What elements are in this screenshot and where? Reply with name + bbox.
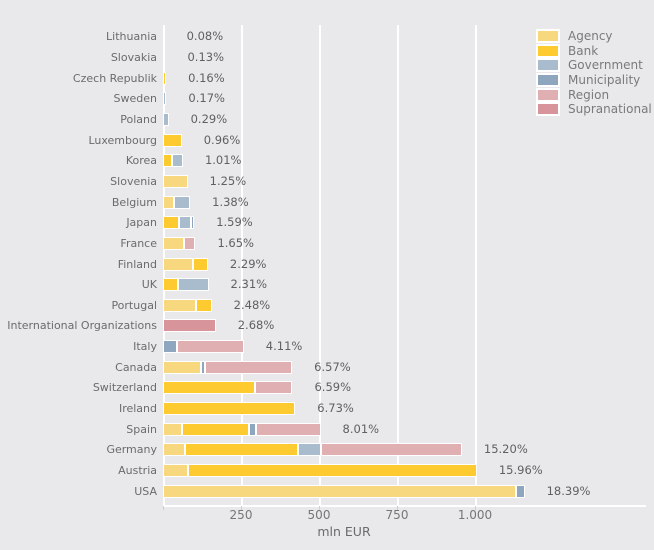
legend-label: Government: [568, 58, 643, 73]
bar: [163, 443, 462, 456]
x-tick-label: 1.000: [457, 508, 493, 522]
legend-swatch: [536, 29, 560, 43]
bar: [163, 299, 212, 312]
category-label: Finland: [117, 257, 157, 271]
bar-segment-municipality[interactable]: [516, 485, 524, 498]
bar: [163, 175, 188, 188]
bar-segment-bank[interactable]: [163, 216, 179, 229]
category-label: Spain: [126, 422, 157, 436]
percent-label: 0.29%: [190, 111, 228, 126]
tick-mark: [163, 506, 164, 510]
bar-segment-bank[interactable]: [185, 443, 298, 456]
bar: [163, 278, 209, 291]
percent-label: 0.08%: [186, 29, 224, 44]
bar-segment-agency[interactable]: [163, 299, 196, 312]
x-tick-label: 250: [229, 508, 253, 522]
category-label: Poland: [120, 112, 157, 126]
bar-segment-government[interactable]: [179, 216, 191, 229]
percent-label: 1.25%: [209, 173, 247, 188]
legend-swatch: [536, 102, 560, 116]
percent-label: 1.38%: [212, 194, 249, 209]
legend-label: Supranational: [568, 102, 652, 117]
category-label: Slovakia: [110, 50, 157, 64]
bar: [163, 237, 195, 250]
category-label: Lithuania: [106, 30, 157, 44]
bar-segment-government[interactable]: [163, 30, 165, 43]
percent-label: 2.48%: [233, 297, 271, 312]
x-tick-label: 750: [385, 508, 409, 522]
percent-label: 1.65%: [217, 235, 254, 250]
legend-label: Municipality: [568, 72, 641, 87]
bar-segment-agency[interactable]: [163, 237, 184, 250]
percent-label: 6.73%: [317, 401, 354, 416]
bar-segment-agency[interactable]: [163, 464, 188, 477]
bar-segment-bank[interactable]: [163, 134, 182, 147]
category-label: Italy: [133, 340, 157, 354]
percent-label: 4.11%: [265, 339, 303, 354]
legend-label: Bank: [568, 43, 599, 58]
bar-segment-bank[interactable]: [196, 299, 212, 312]
bar: [163, 196, 190, 209]
x-axis-title: mln EUR: [317, 524, 371, 539]
bar-segment-government[interactable]: [163, 51, 165, 64]
percent-label: 6.57%: [314, 359, 351, 374]
legend-swatch: [536, 44, 560, 58]
percent-label: 0.96%: [203, 132, 241, 147]
category-label: Luxembourg: [88, 133, 157, 147]
percent-label: 0.13%: [187, 49, 225, 64]
category-label: Canada: [115, 360, 157, 374]
bar-segment-agency[interactable]: [163, 175, 188, 188]
category-label: UK: [141, 278, 157, 292]
category-label: Switzerland: [92, 381, 157, 395]
bar-segment-region[interactable]: [177, 340, 244, 353]
legend-item-agency[interactable]: [536, 29, 613, 43]
gridline: [475, 25, 477, 506]
percent-label: 1.59%: [216, 215, 253, 230]
bar-segment-bank[interactable]: [188, 464, 477, 477]
bar-segment-bank[interactable]: [163, 278, 178, 291]
bar: [163, 402, 295, 415]
legend-item-region[interactable]: [536, 88, 609, 102]
percent-label: 8.01%: [342, 421, 380, 436]
bar: [163, 72, 166, 85]
legend-item-bank[interactable]: [536, 44, 598, 58]
x-tick-label: 500: [307, 508, 331, 522]
bar: [163, 92, 166, 105]
legend-label: Region: [568, 87, 610, 102]
category-label: Sweden: [113, 92, 157, 106]
bar-segment-bank[interactable]: [163, 381, 255, 394]
legend-label: Agency: [568, 29, 613, 43]
category-label: Austria: [118, 464, 157, 478]
bar: [163, 361, 292, 374]
legend-item-municipality[interactable]: [536, 73, 640, 87]
bar-segment-government[interactable]: [163, 92, 166, 105]
percent-label: 15.96%: [498, 463, 543, 478]
percent-label: 15.20%: [483, 442, 528, 457]
percent-label: 2.29%: [229, 256, 267, 271]
percent-label: 6.59%: [314, 380, 352, 395]
bar: [163, 154, 183, 167]
bar-segment-supranational[interactable]: [163, 319, 216, 332]
bar-segment-bank[interactable]: [163, 154, 172, 167]
bar-segment-government[interactable]: [174, 196, 190, 209]
bar: [163, 113, 169, 126]
bar-segment-region[interactable]: [256, 423, 321, 436]
bar: [163, 134, 182, 147]
bar: [163, 216, 194, 229]
category-label: Czech Republik: [72, 71, 157, 85]
bar-segment-region[interactable]: [184, 237, 196, 250]
bar-segment-bank[interactable]: [163, 72, 166, 85]
percent-label: 0.17%: [188, 91, 225, 106]
bar: [163, 381, 292, 394]
bar-segment-region[interactable]: [205, 361, 292, 374]
bar: [163, 30, 165, 43]
legend-swatch: [536, 73, 560, 87]
percent-label: 18.39%: [546, 483, 591, 498]
gridline: [397, 25, 399, 506]
bar-segment-bank[interactable]: [163, 402, 295, 415]
percent-label: 2.31%: [230, 277, 268, 292]
category-label: Slovenia: [110, 174, 157, 188]
category-label: USA: [134, 484, 157, 498]
percent-label: 0.16%: [188, 70, 225, 85]
bar: [163, 258, 208, 271]
category-label: Belgium: [111, 195, 157, 209]
bar-segment-municipality[interactable]: [163, 340, 177, 353]
legend-swatch: [536, 58, 560, 72]
percent-label: 1.01%: [204, 153, 242, 168]
bar-segment-bank[interactable]: [193, 258, 208, 271]
legend-item-government[interactable]: [536, 58, 643, 72]
bar-segment-government[interactable]: [163, 113, 169, 126]
percent-label: 2.68%: [237, 318, 275, 333]
bar-segment-agency[interactable]: [163, 361, 201, 374]
bar-segment-agency[interactable]: [163, 443, 185, 456]
bar: [163, 51, 165, 64]
x-axis-line: [163, 505, 646, 507]
bar-segment-government[interactable]: [298, 443, 321, 456]
legend-item-supranational[interactable]: [536, 102, 652, 116]
category-label: Korea: [125, 154, 157, 168]
category-label: France: [120, 236, 157, 250]
bar-segment-government[interactable]: [172, 154, 183, 167]
category-label: International Organizations: [7, 319, 157, 333]
bar: [163, 423, 321, 436]
category-label: Germany: [106, 443, 157, 457]
bar: [163, 464, 477, 477]
category-label: Japan: [126, 216, 157, 230]
legend-swatch: [536, 88, 560, 102]
bar-segment-region[interactable]: [321, 443, 462, 456]
bar-segment-region[interactable]: [255, 381, 292, 394]
bar-segment-municipality[interactable]: [191, 216, 194, 229]
bar-segment-agency[interactable]: [163, 196, 174, 209]
bar-segment-government[interactable]: [178, 278, 208, 291]
bar-segment-agency[interactable]: [163, 258, 193, 271]
bar-segment-agency[interactable]: [163, 485, 516, 498]
category-label: Portugal: [111, 298, 157, 312]
category-label: Ireland: [118, 402, 157, 416]
bar: [163, 485, 525, 498]
bar: [163, 319, 216, 332]
bar: [163, 340, 244, 353]
bar-segment-bank[interactable]: [182, 423, 249, 436]
bar-segment-agency[interactable]: [163, 423, 182, 436]
